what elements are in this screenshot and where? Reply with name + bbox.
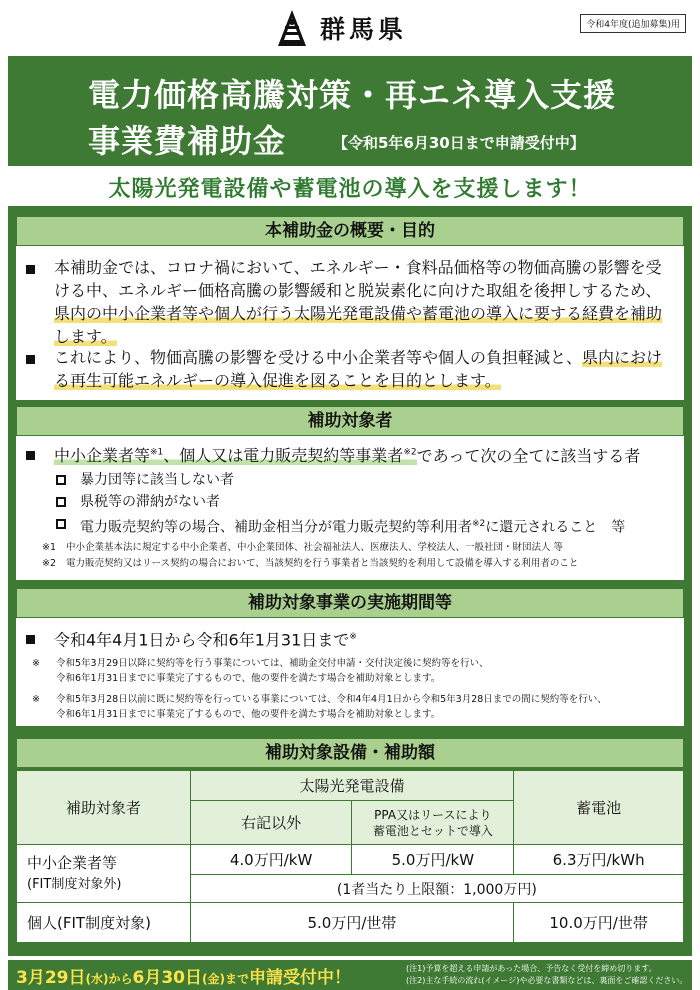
target-check-2: 県税等の滞納がない者 <box>56 492 220 512</box>
individual-battery-amount: 10.0万円/世帯 <box>514 903 684 943</box>
individual-solar-amount: 5.0万円/世帯 <box>190 903 514 943</box>
title-line2: 事業費補助金 <box>88 122 287 160</box>
logo-text: 群馬県 <box>320 15 408 44</box>
target-note-2: ※2 電力販売契約又はリース契約の場合において、当該契約を行う事業者と当該契約を利用して設備を導入する利用者のこと <box>42 558 579 569</box>
footer-application-period: 3月29日(水)から6月30日(金)まで申請受付中！ <box>16 968 351 988</box>
overview-paragraph-2: これにより、物価高騰の影響を受ける中小企業者等や個人の負担軽減と、県内における再生可能エネルギーの導入促進を図ることを目的とします。 <box>26 346 676 392</box>
bullet-square-icon <box>26 635 35 644</box>
section-equipment-heading: 補助対象設備・補助額 <box>16 738 684 768</box>
header <box>0 0 700 52</box>
col-header-target: 補助対象者 <box>17 771 191 845</box>
target-check-3: 電力販売契約等の場合、補助金相当分が電力販売契約等利用者$^{※2}$に還元されること 等 <box>56 514 625 538</box>
section-period-panel <box>16 618 684 726</box>
period-note-1: ※ 令和5年3月29日以降に契約等を行う事業については、補助金交付申請・交付決定後に契約等を行い、 令和6年1月31日までに事業完了するもので、他の要件を満たす場合を補助対象とします。 <box>32 658 489 684</box>
target-check-1: 暴力団等に該当しない者 <box>56 470 234 490</box>
sme-solar-ppa-amount: 5.0万円/kW <box>352 845 514 875</box>
section-target-panel <box>16 436 684 580</box>
col-header-solar-standard: 右記以外 <box>190 801 352 845</box>
row-label-individual: 個人(FIT制度対象) <box>17 903 191 943</box>
sme-solar-amount: 4.0万円/kW <box>190 845 352 875</box>
subtitle: 太陽光発電設備や蓄電池の導入を支援します！ <box>108 177 592 202</box>
checkbox-square-icon <box>56 497 66 507</box>
col-header-battery: 蓄電池 <box>514 771 684 845</box>
footer-banner <box>8 960 692 990</box>
overview-paragraph-1: 本補助金では、コロナ禍において、エネルギー・食料品価格等の物価高騰の影響を受ける中、エネルギー価格高騰の影響緩和と脱炭素化に向けた取組を後押しするため、県内の中小企業者等や個人が行う太陽光発電設備や蓄電池の導入に要する経費を補助します。 <box>26 256 676 348</box>
title-deadline-note: 【令和5年6月30日まで申請受付中】 <box>333 134 585 152</box>
col-header-solar-ppa: PPA又はリースにより 蓄電池とセットで導入 <box>352 801 514 845</box>
checkbox-square-icon <box>56 519 66 529</box>
sme-battery-amount: 6.3万円/kWh <box>514 845 684 875</box>
col-header-solar: 太陽光発電設備 <box>190 771 514 801</box>
period-main: 令和4年4月1日から令和6年1月31日まで※ <box>26 626 676 651</box>
checkbox-square-icon <box>56 475 66 485</box>
title-line1: 電力価格高騰対策・再エネ導入支援 <box>88 76 617 114</box>
gunma-emblem-icon <box>272 8 312 48</box>
section-overview-panel <box>16 246 684 400</box>
section-period-heading: 補助対象事業の実施期間等 <box>16 588 684 618</box>
section-overview-heading: 本補助金の概要・目的 <box>16 216 684 246</box>
section-target-heading: 補助対象者 <box>16 406 684 436</box>
prefecture-logo <box>272 8 407 48</box>
row-label-sme: 中小企業者等 (FIT制度対象外) <box>17 845 191 903</box>
bullet-square-icon <box>26 451 35 460</box>
bullet-square-icon <box>26 355 35 364</box>
period-note-2: ※ 令和5年3月28日以前に既に契約等を行っている事業については、令和4年4月1日から令和5年3月28日までの間に契約等を行い、 令和6年1月31日までに事業完了するもので、他の要件を満たす場合を補助対象とします。 <box>32 694 607 720</box>
target-note-1: ※1 中小企業基本法に規定する中小企業者、中小企業団体、社会福祉法人、医療法人、学校法人、一般社団・財団法人 等 <box>42 542 564 553</box>
sme-upper-limit: (1者当たり上限額：1,000万円) <box>190 875 683 903</box>
footer-notes: (注1)予算を超える申請があった場合、予告なく受付を締め切ります。 (注2)主な手続の流れ(イメージ)や必要な書類などは、裏面をご確認ください。 <box>406 964 688 985</box>
title-banner <box>8 56 692 166</box>
target-main-condition: 中小企業者等$^{※1}$、個人又は電力販売契約等事業者$^{※2}$であって次の全てに該当する者 <box>26 442 676 467</box>
bullet-square-icon <box>26 265 35 274</box>
subsidy-amount-table <box>16 770 684 943</box>
year-tag: 令和4年度(追加募集)用 <box>580 14 686 33</box>
